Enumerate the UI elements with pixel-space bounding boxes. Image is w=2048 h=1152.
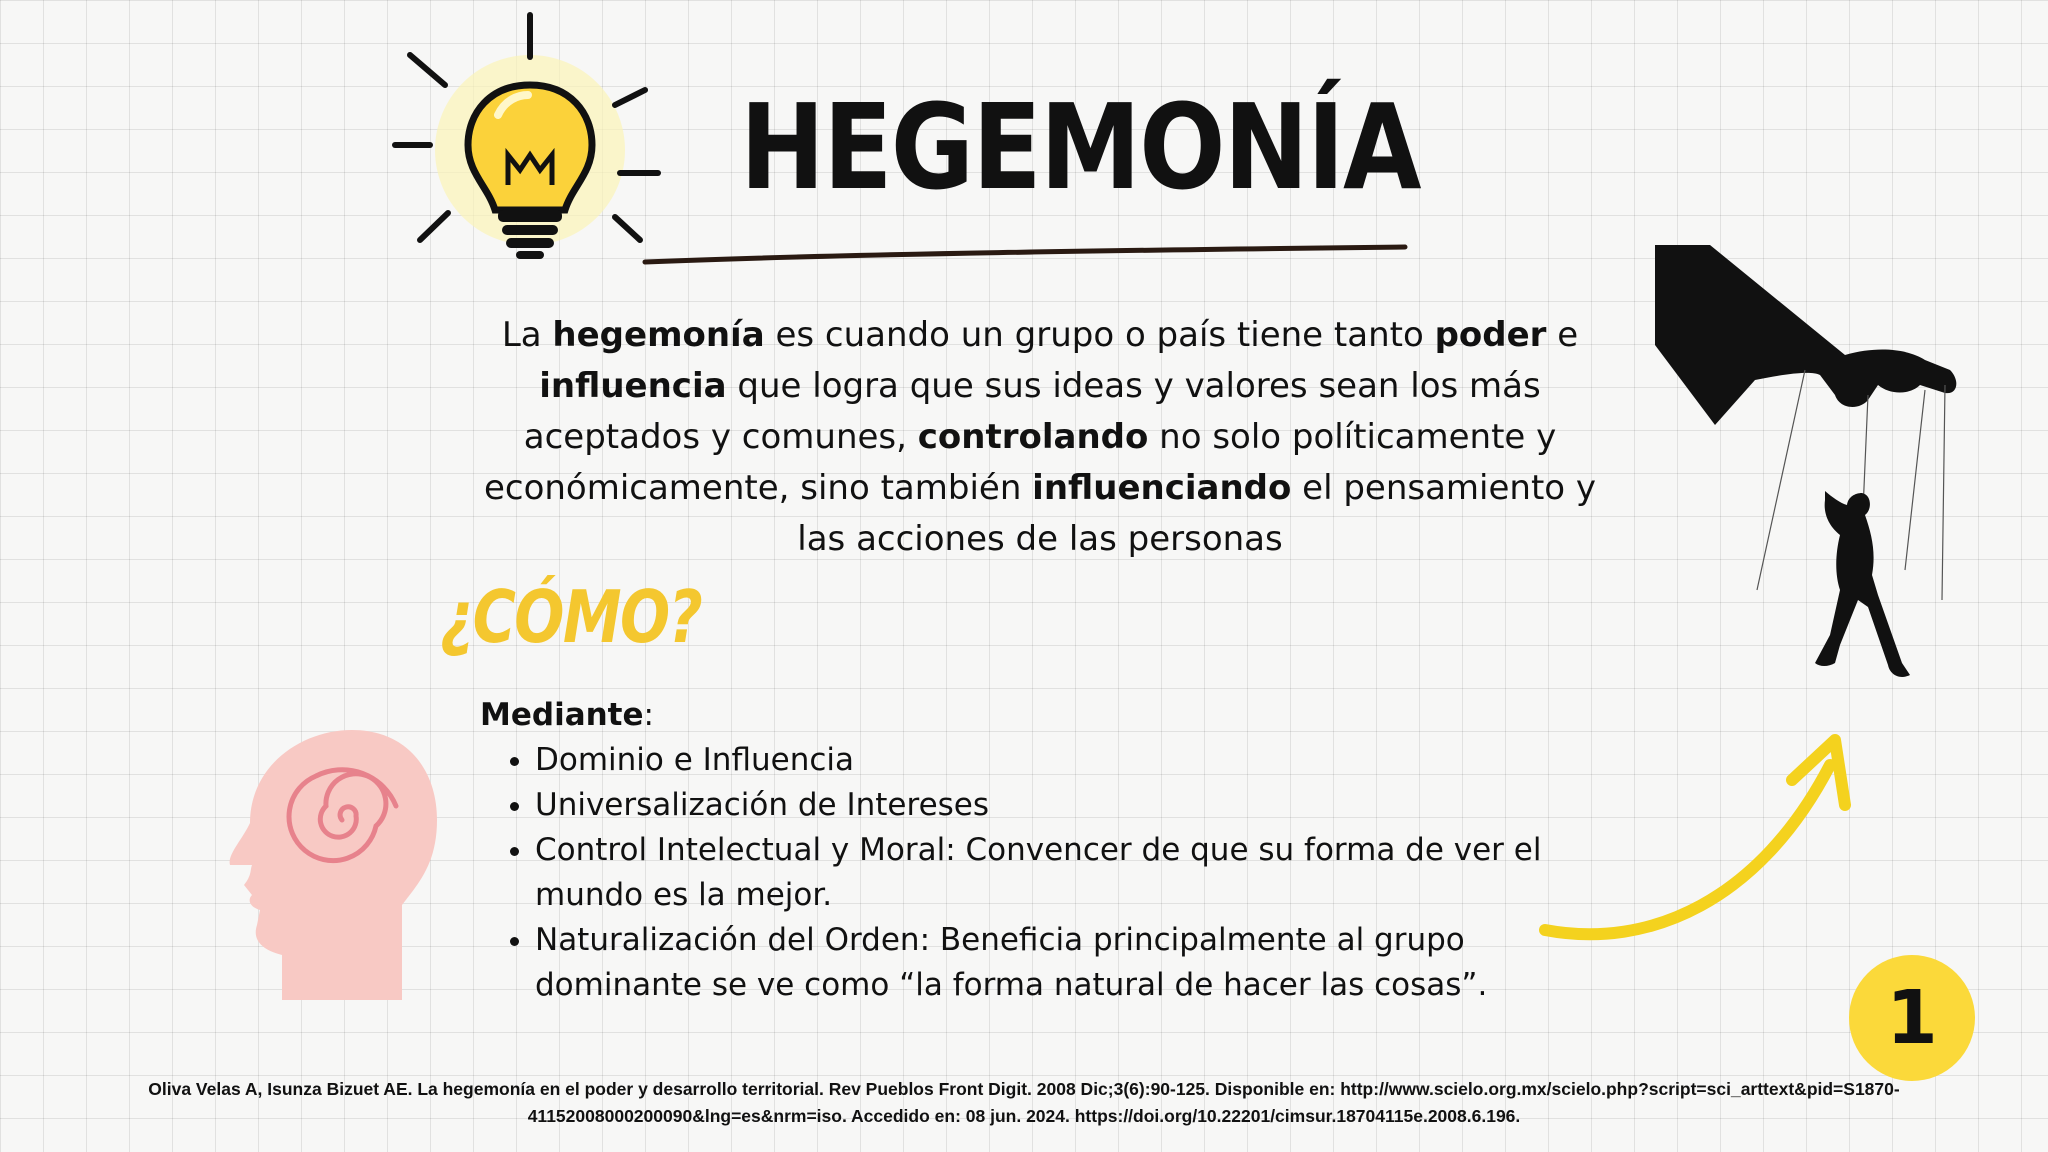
- intro-text: es cuando un grupo o país tiene tanto: [764, 315, 1435, 355]
- lightbulb-icon: [390, 5, 670, 265]
- curved-arrow-icon: [1530, 725, 1860, 955]
- keyword-hegemonia: hegemonía: [552, 315, 765, 355]
- list-item: • Universalización de Intereses: [535, 783, 1595, 828]
- keyword-poder: poder: [1434, 315, 1547, 355]
- title-underline: [640, 232, 1410, 272]
- intro-text: el pensamiento y las acciones de las personas: [797, 468, 1597, 559]
- list-item: • Dominio e Influencia: [535, 738, 1595, 783]
- intro-text: La: [501, 315, 553, 355]
- list-item: • Naturalización del Orden: Beneficia principalmente al grupo dominante se ve como “la forma natural de hacer las cosas”.: [535, 918, 1595, 1008]
- head-spiral-icon: [222, 725, 442, 1005]
- mediante-text: Mediante: [480, 697, 644, 733]
- page-number-badge: [1849, 955, 1975, 1081]
- page-number: 1: [1886, 975, 1938, 1061]
- mediante-label: [480, 697, 654, 733]
- keyword-controlando: controlando: [917, 417, 1149, 457]
- intro-text: no solo políticamente y económicamente, sino también: [483, 417, 1557, 508]
- reference-citation: Oliva Velas A, Isunza Bizuet AE. La hegemonía en el poder y desarrollo territorial. Rev Pueblos Front Digit. 2008 Dic;3(6):90-125. Disponible en: http://www.scielo.org.mx/scielo.php?script=sci_arttext&pid=S1870-41152008000200090&lng=es&nrm=iso. Accedido en: 08 jun. 2024. https://doi.org/10.22201/cimsur.18704115e.2008.6.196.: [148, 1079, 1900, 1126]
- mediante-colon: :: [643, 697, 654, 733]
- page-title: HEGEMONÍA: [740, 78, 1420, 216]
- intro-text: e: [1546, 315, 1579, 355]
- intro-text: que logra que sus ideas y valores sean los más aceptados y comunes,: [523, 366, 1541, 457]
- puppet-hand-illustration: [1640, 235, 1970, 715]
- list-item: • Control Intelectual y Moral: Convencer de que su forma de ver el mundo es la mejor.: [535, 828, 1595, 918]
- keyword-influenciando: influenciando: [1032, 468, 1292, 508]
- methods-list: [480, 738, 1595, 1008]
- intro-paragraph: [470, 310, 1610, 565]
- keyword-influencia: influencia: [539, 366, 727, 406]
- question-heading: ¿CÓMO?: [440, 575, 702, 659]
